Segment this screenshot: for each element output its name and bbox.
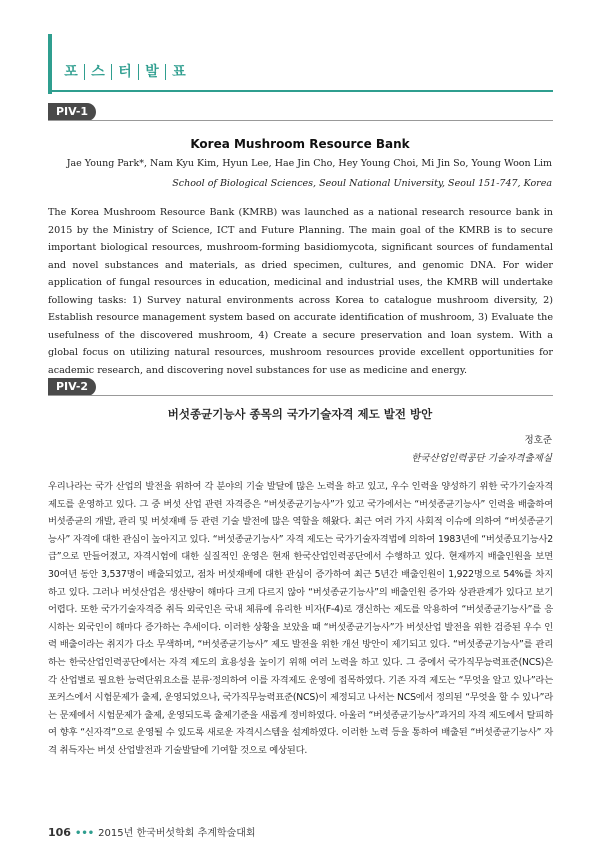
abstract-affiliation: School of Biological Sciences, Seoul National University, Seoul 151-747, Korea [172, 178, 552, 189]
abstract-affiliation: 한국산업인력공단 기술자격출제실 [411, 453, 552, 464]
abstract-id: PIV-1 [48, 103, 96, 121]
abstract-authors: Jae Young Park*, Nam Kyu Kim, Hyun Lee, Hae Jin Cho, Hey Young Choi, Mi Jin So, Young Woon Lim [66, 158, 552, 169]
abstract-body: 우리나라는 국가 산업의 발전을 위하여 각 분야의 기술 발달에 많은 노력을 하고 있고, 우수 인력을 양성하기 위한 국가기술자격제도를 운영하고 있다. 그 중 버섯 산업 관련 자격증은 “버섯종균기능사”가 있고 국가에서는 “버섯종균기능사” 인력을 배출하여 버섯종균의 개발, 관리 및 버섯재배 등 관련 기술 발전에 많은 역할을 해왔다. 최근 여러 가지 사회적 이슈에 의하여 “버섯종균기능사” 자격에 대한 관심이 높아지고 있다. “버섯종균기능사” 자격 제도는 국가기술자격법에 의하여 1983년에 “버섯종묘기능사2급”으로 만들어졌고, 자격시험에 대한 실질적인 운영은 현재 한국산업인력공단에서 수행하고 있다. 현재까지 배출인원을 보면 30여년 동안 3,537명이 배출되었고, 점차 버섯재배에 대한 관심이 증가하여 최근 5년간 배출인원이 1,922명으로 54%를 차지하고 있다. 그러나 버섯산업은 생산량이 해마다 크게 다르지 않아 “버섯종균기능사”의 배출인원 증가와 상관관계가 있다고 보기 어렵다. 또한 국가기술자격증 취득 외국인은 국내 체류에 유리한 비자(F-4)로 갱신하는 제도를 악용하여 “버섯종균기능사”를 응시하는 외국인이 해마다 증가하는 추세이다. 이러한 상황을 보았을 때 “버섯종균기능사”가 버섯산업 발전을 위한 검증된 우수 인력 배출이라는 취지가 다소 무색하며, “버섯종균기능사” 제도 발전을 위한 개선 방안이 제기되고 있다. “버섯종균기능사”를 관리하는 한국산업인력공단에서는 자격 제도의 효용성을 높이기 위해 여러 노력을 하고 있다. 그 중에서 국가직무능력표준(NCS)은 각 산업별로 필요한 능력단위요소를 분류·정의하여 이를 자격제도 운영에 접목하였다. 기존 자격 제도는 “무엇을 알고 있나”라는 포커스에서 시험문제가 출제, 운영되었으나, 국가직무능력표준(NCS)이 제정되고 나서는 NCS에서 정의된 “무엇을 할 수 있나”라는 문제에서 시험문제가 출제, 운영되도록 출제기준을 새롭게 정비하였다. 아울러 “버섯종균기능사”과거의 자격 제도에서 탈피하여 향후 “신자격”으로 운영될 수 있도록 새로운 자격시스템을 설계하였다. 이러한 노력 등을 통하여 배출된 “버섯종균기능사” 자격 취득자는 버섯 산업발전과 기술발달에 기여할 것으로 예상된다. [48, 481, 553, 756]
abstract-title: 버섯종균기능사 종목의 국가기술자격 제도 발전 방안 [167, 407, 433, 421]
footer-dots: ••• [74, 828, 95, 839]
abstract-tag-piv2 [48, 378, 553, 396]
header-char: 포 [64, 64, 78, 80]
page-footer [48, 824, 256, 839]
tag-rule [48, 120, 553, 121]
header-char: 발 [138, 64, 165, 80]
page-number: 106 [48, 826, 71, 839]
abstract-tag-piv1 [48, 103, 553, 121]
header-char: 터 [111, 64, 138, 80]
header-char: 스 [84, 64, 111, 80]
tag-rule [48, 395, 553, 396]
header-accent-bar [48, 34, 52, 94]
abstract-body: The Korea Mushroom Resource Bank (KMRB) was launched as a national research resource bank in 2015 by the Ministry of Science, ICT and Future Planning. The main goal of the KMRB is to secure important biological resources, mushroom-forming basidiomycota, significant sources of fundamental and novel substances and materials, as dried specimen, cultures, and genomic DNA. For wider application of fungal resources in education, medicinal and industrial uses, the KMRB will undertake following tasks: 1) Survey natural environments across Korea to catalogue mushroom diversity, 2) Establish resource management system based on accurate identification of mushroom, 3) Evaluate the usefulness of the discovered mushroom, 4) Create a secure preservation and loan system. With a global focus on utilizing natural resources, mushroom resources provide excellent opportunities for academic research, and discovering novel substances for use as medicine and energy. [48, 207, 553, 376]
header-char: 표 [165, 64, 192, 80]
event-name: 2015년 한국버섯학회 추계학술대회 [98, 828, 256, 839]
header-divider [48, 90, 553, 92]
abstract-id: PIV-2 [48, 378, 96, 396]
abstract-title: Korea Mushroom Resource Bank [190, 137, 410, 151]
abstract-author: 정호준 [524, 435, 552, 446]
section-header [58, 64, 192, 80]
